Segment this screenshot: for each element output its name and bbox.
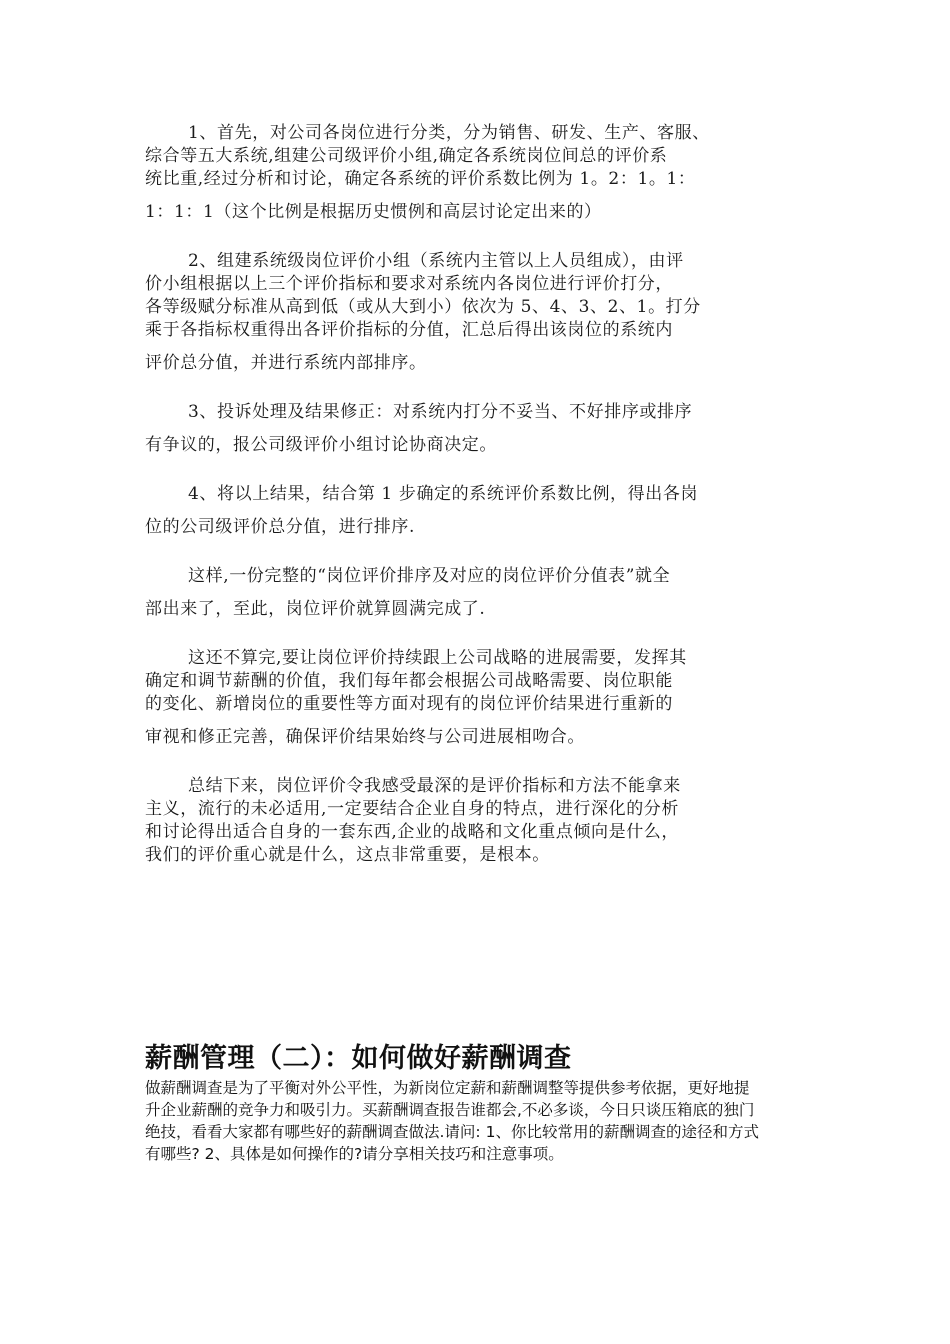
document-body xyxy=(145,122,810,893)
text-line: 总结下来，岗位评价令我感受最深的是评价指标和方法不能拿来 xyxy=(188,776,681,796)
text-line: 做薪酬调查是为了平衡对外公平性，为新岗位定薪和薪酬调整等提供参考依据，更好地提 xyxy=(145,1079,750,1097)
text-line: 各等级赋分标准从高到低（或从大到小）依次为 5、4、3、2、1。打分 xyxy=(145,297,701,317)
section-heading: 薪酬管理（二）：如何做好薪酬调查 xyxy=(145,1043,572,1074)
text-line: 有哪些? 2、具体是如何操作的?请分享相关技巧和注意事项。 xyxy=(145,1145,564,1163)
paragraph-3 xyxy=(145,401,810,457)
text-line: 评价总分值，并进行系统内部排序。 xyxy=(145,353,427,373)
text-line: 位的公司级评价总分值，进行排序. xyxy=(145,517,416,537)
text-line: 4、将以上结果，结合第 1 步确定的系统评价系数比例，得出各岗 xyxy=(188,484,699,504)
paragraph-5 xyxy=(145,565,810,621)
section-body xyxy=(145,1077,815,1165)
text-line: 我们的评价重心就是什么，这点非常重要，是根本。 xyxy=(145,845,550,865)
text-line: 确定和调节薪酬的价值，我们每年都会根据公司战略需要、岗位职能 xyxy=(145,671,673,691)
paragraph-1 xyxy=(145,122,810,224)
text-line: 乘于各指标权重得出各评价指标的分值，汇总后得出该岗位的系统内 xyxy=(145,320,673,340)
text-line: 有争议的，报公司级评价小组讨论协商决定。 xyxy=(145,435,497,455)
text-line: 审视和修正完善，确保评价结果始终与公司进展相吻合。 xyxy=(145,727,585,747)
text-line: 这还不算完,要让岗位评价持续跟上公司战略的进展需要，发挥其 xyxy=(188,648,687,668)
text-line: 绝技，看看大家都有哪些好的薪酬调查做法.请问: 1、你比较常用的薪酬调查的途径和方式 xyxy=(145,1123,759,1141)
text-line: 1：1：1（这个比例是根据历史惯例和高层讨论定出来的） xyxy=(145,202,602,222)
text-line: 1、首先，对公司各岗位进行分类，分为销售、研发、生产、客服、 xyxy=(188,123,710,143)
text-line: 的变化、新增岗位的重要性等方面对现有的岗位评价结果进行重新的 xyxy=(145,694,673,714)
text-line: 和讨论得出适合自身的一套东西,企业的战略和文化重点倾向是什么， xyxy=(145,822,680,842)
text-line: 2、组建系统级岗位评价小组（系统内主管以上人员组成），由评 xyxy=(188,251,684,271)
paragraph-6 xyxy=(145,647,810,749)
text-line: 这样,一份完整的“岗位评价排序及对应的岗位评价分值表”就全 xyxy=(188,566,671,586)
text-line: 升企业薪酬的竞争力和吸引力。买薪酬调查报告谁都会,不必多谈，今日只谈压箱底的独门 xyxy=(145,1101,755,1119)
text-line: 主义，流行的未必适用,一定要结合企业自身的特点，进行深化的分析 xyxy=(145,799,680,819)
text-line: 部出来了，至此，岗位评价就算圆满完成了. xyxy=(145,599,486,619)
text-line: 统比重,经过分析和讨论，确定各系统的评价系数比例为 1。2：1。1： xyxy=(145,169,696,189)
text-line: 价小组根据以上三个评价指标和要求对系统内各岗位进行评价打分， xyxy=(145,274,673,294)
paragraph-7 xyxy=(145,775,810,867)
paragraph-4 xyxy=(145,483,810,539)
text-line: 综合等五大系统,组建公司级评价小组,确定各系统岗位间总的评价系 xyxy=(145,146,668,166)
paragraph-2 xyxy=(145,250,810,375)
text-line: 3、投诉处理及结果修正：对系统内打分不妥当、不好排序或排序 xyxy=(188,402,693,422)
